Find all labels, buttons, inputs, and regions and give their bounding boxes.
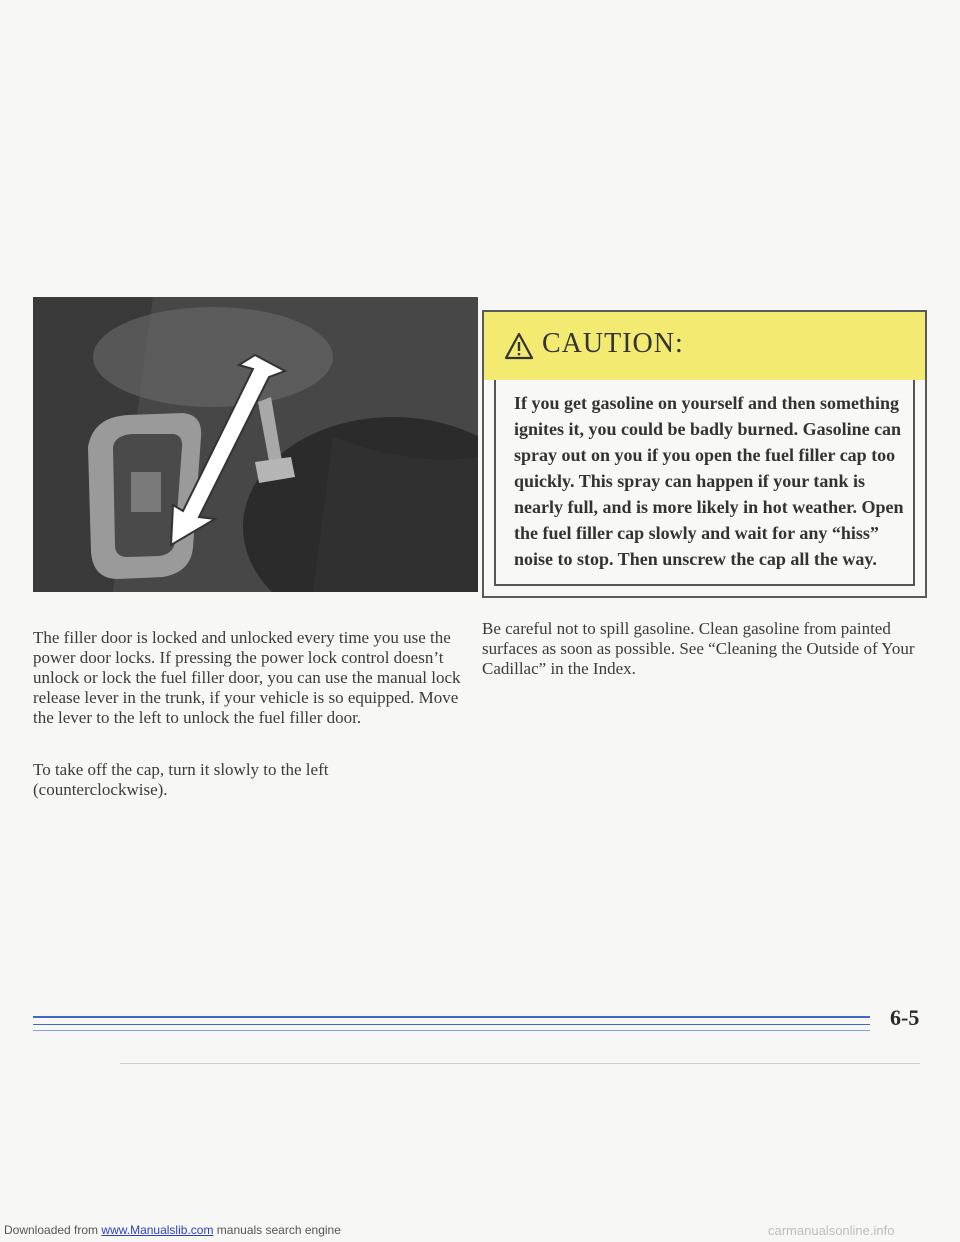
page-number: 6-5 (890, 1005, 920, 1030)
page-rule-top (33, 1016, 870, 1018)
filler-door-paragraph: The filler door is locked and unlocked every time you use the power door locks. If pressing the power lock control doesn’t unlock or lock the fuel filler door, you can use the manual lock release lever in the trunk, if your vehicle is so equipped. Move the lever to the left to unlock the fuel filler door. (33, 628, 461, 727)
warning-triangle-icon (504, 332, 534, 360)
spill-warning-paragraph: Be careful not to spill gasoline. Clean gasoline from painted surfaces as soon as possible. See “Cleaning the Outside of Your Cadillac” in the Index. (482, 619, 915, 678)
trunk-lever-photo (33, 297, 478, 592)
page-rule-middle (33, 1024, 870, 1025)
caution-box (482, 310, 927, 598)
caution-text: If you get gasoline on yourself and then something ignites it, you could be badly burned. Gasoline can spray out on you if you open the fuel filler cap too quickly. This spray can happen if your tank is nearly full, and is more likely in hot weather. Open the fuel filler cap slowly and wait for any “hiss” noise to stop. Then unscrew the cap all the way. (514, 393, 904, 569)
caution-title: CAUTION: (542, 328, 684, 359)
photo-illustration (33, 297, 478, 592)
manualslib-link[interactable]: www.Manualslib.com (101, 1223, 214, 1237)
download-footer (4, 1223, 341, 1237)
cap-removal-paragraph: To take off the cap, turn it slowly to the left (counterclockwise). (33, 760, 329, 799)
scan-line (120, 1063, 920, 1064)
footer-suffix: manuals search engine (216, 1223, 341, 1237)
page-rule-bottom (33, 1030, 870, 1031)
caution-header (484, 312, 925, 380)
caution-body (494, 380, 915, 586)
footer-prefix: Downloaded from (4, 1223, 99, 1237)
watermark: carmanualsonline.info (768, 1223, 895, 1238)
